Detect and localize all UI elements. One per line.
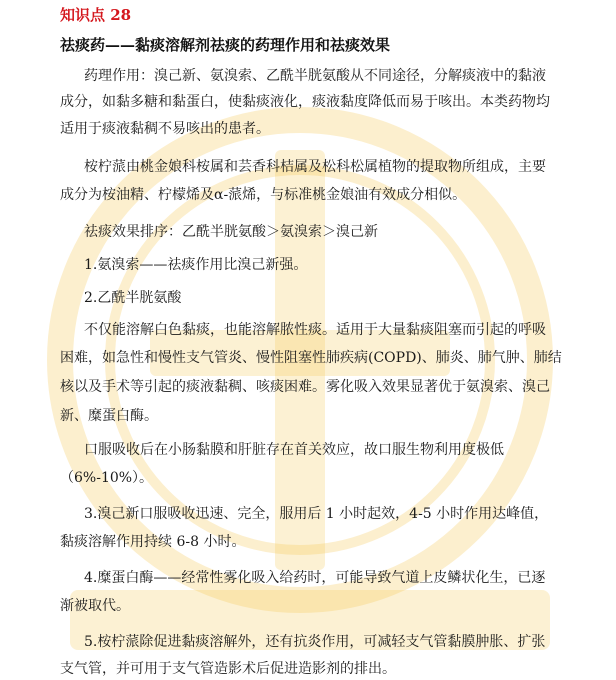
text-line: 黏痰溶解作用持续 6-8 小时。 [60, 534, 246, 550]
text-line: （6%-10%）。 [60, 470, 154, 486]
knowledge-point-label: 知识点 28 [60, 6, 132, 24]
text-line: 5.桉柠蒎除促进黏痰溶解外，还有抗炎作用，可减轻支气管黏膜肿胀、扩张 [84, 634, 546, 650]
text-line: 桉柠蒎由桃金娘科桉属和芸香科桔属及松科松属植物的提取物所组成，主要 [84, 159, 546, 175]
text-line: 新、糜蛋白酶。 [60, 408, 158, 424]
text-line: 4.糜蛋白酶——经常性雾化吸入给药时，可能导致气道上皮鳞状化生，已逐 [84, 570, 546, 586]
text-line: 不仅能溶解白色黏痰，也能溶解脓性痰。适用于大量黏痰阻塞而引起的呼吸 [84, 322, 546, 338]
text-line: 支气管，并可用于支气管造影术后促进造影剂的排出。 [60, 661, 396, 677]
text-line: 1.氨溴索——祛痰作用比溴己新强。 [84, 257, 308, 273]
text-line: 渐被取代。 [60, 598, 130, 614]
text-line: 适用于痰液黏稠不易咳出的患者。 [60, 121, 270, 137]
text-line: 困难，如急性和慢性支气管炎、慢性阻塞性肺疾病(COPD)、肺炎、肺气肿、肺结 [60, 350, 562, 366]
text-line: 2.乙酰半胱氨酸 [84, 290, 182, 306]
text-line: 成分为桉油精、柠檬烯及α-蒎烯，与标准桃金娘油有效成分相似。 [60, 187, 467, 203]
text-line: 核以及手术等引起的痰液黏稠、咳痰困难。雾化吸入效果显著优于氨溴索、溴己 [60, 379, 550, 395]
text-line: 口服吸收后在小肠黏膜和肝脏存在首关效应，故口服生物利用度极低 [84, 442, 504, 458]
text-line: 3.溴己新口服吸收迅速、完全，服用后 1 小时起效，4-5 小时作用达峰值， [84, 506, 549, 522]
text-line: 成分，如黏多糖和黏蛋白，使黏痰液化，痰液黏度降低而易于咳出。本类药物均 [60, 94, 550, 110]
text-line: 祛痰效果排序：乙酰半胱氨酸＞氨溴索＞溴己新 [84, 224, 378, 240]
section-title: 祛痰药——黏痰溶解剂祛痰的药理作用和祛痰效果 [60, 36, 391, 54]
text-line: 药理作用：溴己新、氨溴索、乙酰半胱氨酸从不同途径，分解痰液中的黏液 [84, 68, 546, 84]
